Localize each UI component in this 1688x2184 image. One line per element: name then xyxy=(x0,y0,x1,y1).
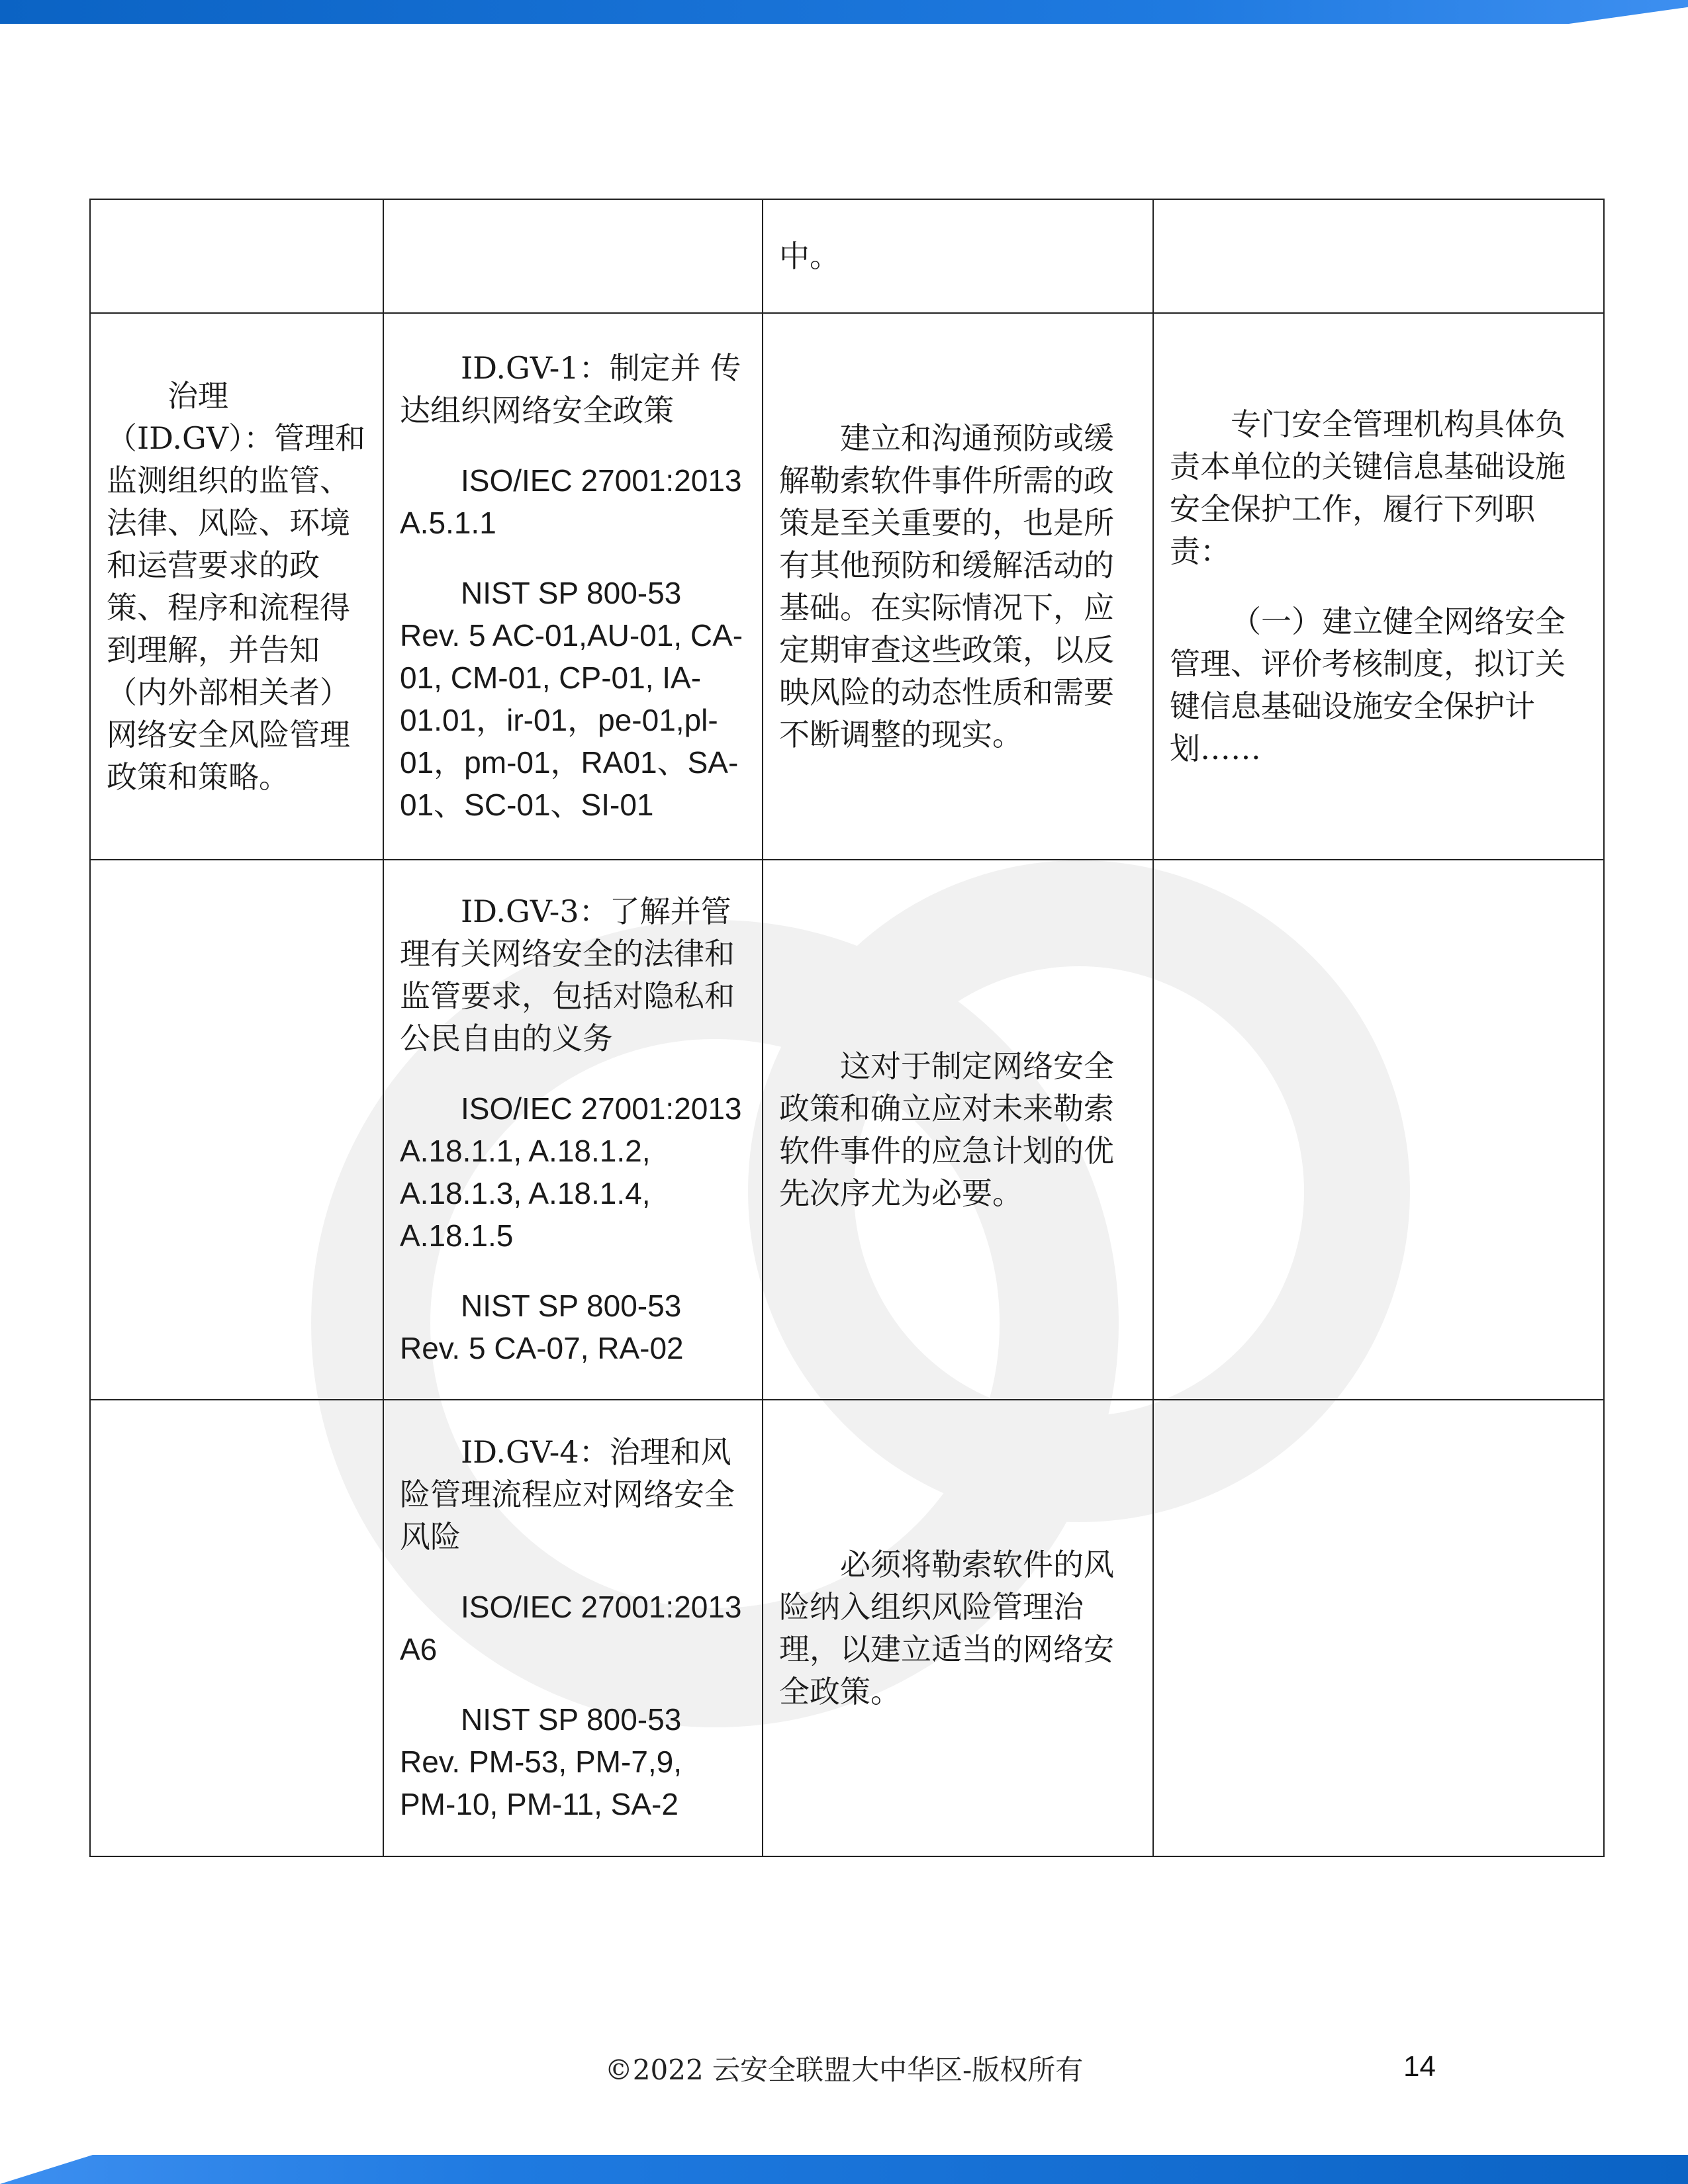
guidance-cell xyxy=(763,1400,1153,1856)
iso-reference: ISO/IEC 27001:2013 A.18.1.1, A.18.1.2, A.18.1.3, A.18.1.4, A.18.1.5 xyxy=(400,1091,742,1253)
nist-reference: NIST SP 800-53 Rev. 5 AC-01,AU-01, CA-01, CM-01, CP-01, IA-01.01，ir-01，pe-01,pl-01，pm-01，RA01、SA-01、SC-01、SI-01 xyxy=(400,576,743,822)
guidance-text: 建立和沟通预防或缓解勒索软件事件所需的政策是至关重要的，也是所有其他预防和缓解活动的基础。在实际情况下，应定期审查这些政策，以反映风险的动态性质和需要不断调整的现实。 xyxy=(779,420,1114,752)
regulation-text: 专门安全管理机构具体负责本单位的关键信息基础设施安全保护工作，履行下列职责： xyxy=(1170,406,1566,569)
control-mapping-table xyxy=(89,199,1605,1857)
cell-text: 中。 xyxy=(779,238,840,274)
guidance-text: 必须将勒索软件的风险纳入组织风险管理治理，以建立适当的网络安全政策。 xyxy=(779,1547,1114,1709)
table-row xyxy=(90,1400,1604,1856)
table-cell xyxy=(1153,199,1604,313)
subcategory-id-gv-3: ID.GV-3：了解并管理有关网络安全的法律和监管要求，包括对隐私和公民自由的义务 xyxy=(400,893,735,1056)
iso-reference: ISO/IEC 27001:2013 A6 xyxy=(400,1590,742,1666)
subcategory-id-gv-4: ID.GV-4：治理和风险管理流程应对网络安全风险 xyxy=(400,1434,735,1555)
guidance-cell xyxy=(763,860,1153,1400)
guidance-cell xyxy=(763,313,1153,860)
subcategory-id-gv-1: ID.GV-1：制定并 传达组织网络安全政策 xyxy=(400,350,741,428)
subcategory-cell xyxy=(383,860,763,1400)
nist-reference: NIST SP 800-53 Rev. 5 CA-07, RA-02 xyxy=(400,1289,684,1365)
table-cell xyxy=(90,199,383,313)
table-row xyxy=(90,199,1604,313)
table-row xyxy=(90,313,1604,860)
table-cell xyxy=(763,199,1153,313)
header-band xyxy=(0,0,1688,24)
nist-reference: NIST SP 800-53 Rev. PM-53, PM-7,9, PM-10, PM-11, SA-2 xyxy=(400,1702,682,1821)
guidance-text: 这对于制定网络安全政策和确立应对未来勒索软件事件的应急计划的优先次序尤为必要。 xyxy=(779,1048,1114,1211)
regulation-cell xyxy=(1153,313,1604,860)
subcategory-cell xyxy=(383,313,763,860)
regulation-text: （一）建立健全网络安全管理、评价考核制度，拟订关键信息基础设施安全保护计划…… xyxy=(1170,604,1566,766)
table-cell xyxy=(90,860,383,1400)
table-cell xyxy=(90,1400,383,1856)
footer-copyright: ©2022 云安全联盟大中华区-版权所有 xyxy=(604,2054,1084,2086)
table-cell xyxy=(1153,860,1604,1400)
table-cell xyxy=(383,199,763,313)
subcategory-cell xyxy=(383,1400,763,1856)
category-cell xyxy=(90,313,383,860)
table-row xyxy=(90,860,1604,1400)
page-number: 14 xyxy=(1403,2050,1436,2083)
table-cell xyxy=(1153,1400,1604,1856)
iso-reference: ISO/IEC 27001:2013 A.5.1.1 xyxy=(400,463,742,540)
category-description: 治理（ID.GV）：管理和监测组织的监管、法律、风险、环境和运营要求的政策、程序和流程得到理解，并告知（内外部相关者）网络安全风险管理政策和策略。 xyxy=(107,378,365,795)
footer-band xyxy=(0,2155,1688,2184)
